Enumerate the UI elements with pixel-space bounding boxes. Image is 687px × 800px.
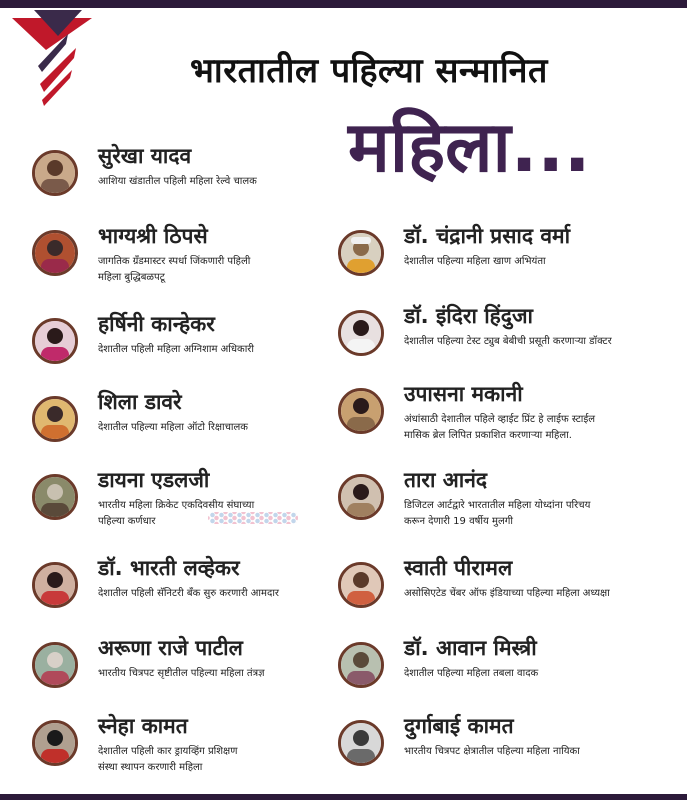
entry-desc: डिजिटल आर्टद्वारे भारतातील महिला योध्दांना परिचय करून देणारी 19 वर्षीय मुलगी	[404, 500, 591, 527]
entry-name: भाग्यश्री ठिपसे	[98, 224, 208, 248]
bottom-border	[0, 794, 687, 800]
portrait	[32, 474, 78, 520]
entry-desc: जागतिक ग्रँडमास्टर स्पर्धा जिंकणारी पहिली महिला बुद्धिबळपटू	[98, 256, 251, 283]
portrait	[32, 318, 78, 364]
entry-desc: देशातील पहिली कार ड्रायव्हिंग प्रशिक्षण संस्था स्थापन करणारी महिला	[98, 746, 238, 773]
entry-desc: भारतीय चित्रपट सृष्टीतील पहिल्या महिला तंत्रज्ञ	[98, 668, 265, 679]
entry-desc: देशातील पहिल्या महिला तबला वादक	[404, 668, 539, 679]
entry-name: स्वाती पीरामल	[404, 556, 513, 580]
entry-desc: आशिया खंडातील पहिली महिला रेल्वे चालक	[98, 176, 257, 187]
entry-name: डॉ. चंद्रानी प्रसाद वर्मा	[404, 224, 571, 248]
entry-name: अरूणा राजे पाटील	[98, 636, 243, 660]
portrait	[338, 720, 384, 766]
entry-name: सुरेखा यादव	[98, 144, 192, 168]
portrait	[338, 310, 384, 356]
entry-name: तारा आनंद	[404, 468, 488, 492]
entry-desc: अंधांसाठी देशातील पहिले व्हाईट प्रिंट हे लाईफ स्टाईल मासिक ब्रेल लिपित प्रकाशित करणाऱ्या महिला.	[404, 414, 596, 441]
portrait	[32, 720, 78, 766]
title-line-1: भारतातील पहिल्या सन्मानित	[190, 51, 548, 91]
portrait	[338, 474, 384, 520]
logo-graphic	[12, 10, 92, 110]
entry-desc: देशातील पहिल्या महिला खाण अभियंता	[404, 256, 546, 267]
title-line-2: महिला...	[348, 106, 591, 188]
entry-desc: देशातील पहिल्या महिला ऑटो रिक्षाचालक	[98, 422, 248, 433]
portrait	[32, 562, 78, 608]
portrait	[338, 230, 384, 276]
entry-name: स्नेहा कामत	[98, 714, 188, 738]
entry-desc: देशातील पहिली सॅनिटरी बँक सुरु करणारी आमदार	[98, 588, 280, 599]
portrait	[338, 642, 384, 688]
entry-desc: भारतीय महिला क्रिकेट एकदिवसीय संघाच्या पहिल्या कर्णधार	[98, 500, 255, 527]
entry-name: डॉ. भारती लव्हेकर	[98, 556, 240, 580]
entry-desc: भारतीय चित्रपट क्षेत्रातील पहिल्या महिला नायिका	[404, 746, 580, 757]
entry-name: डॉ. आवान मिस्त्री	[404, 636, 537, 660]
decorative-dots	[208, 512, 298, 524]
entry-name: हर्षिनी कान्हेकर	[98, 312, 215, 336]
portrait	[32, 396, 78, 442]
portrait	[338, 562, 384, 608]
portrait	[32, 230, 78, 276]
entry-name: डॉ. इंदिरा हिंदुजा	[404, 304, 533, 328]
entry-desc: असोसिएटेड चेंबर ऑफ इंडियाच्या पहिल्या महिला अध्यक्षा	[404, 588, 610, 599]
entry-desc: देशातील पहिल्या टेस्ट ट्युब बेबीची प्रसूती करणाऱ्या डॉक्टर	[404, 336, 612, 347]
portrait	[32, 642, 78, 688]
entry-name: दुर्गाबाई कामत	[404, 714, 514, 738]
top-border	[0, 0, 687, 8]
entry-name: डायना एडलजी	[98, 468, 210, 492]
entry-name: शिला डावरे	[98, 390, 182, 414]
entry-desc: देशातील पहिली महिला अग्निशाम अधिकारी	[98, 344, 254, 355]
portrait	[32, 150, 78, 196]
portrait	[338, 388, 384, 434]
entry-name: उपासना मकानी	[404, 382, 523, 406]
